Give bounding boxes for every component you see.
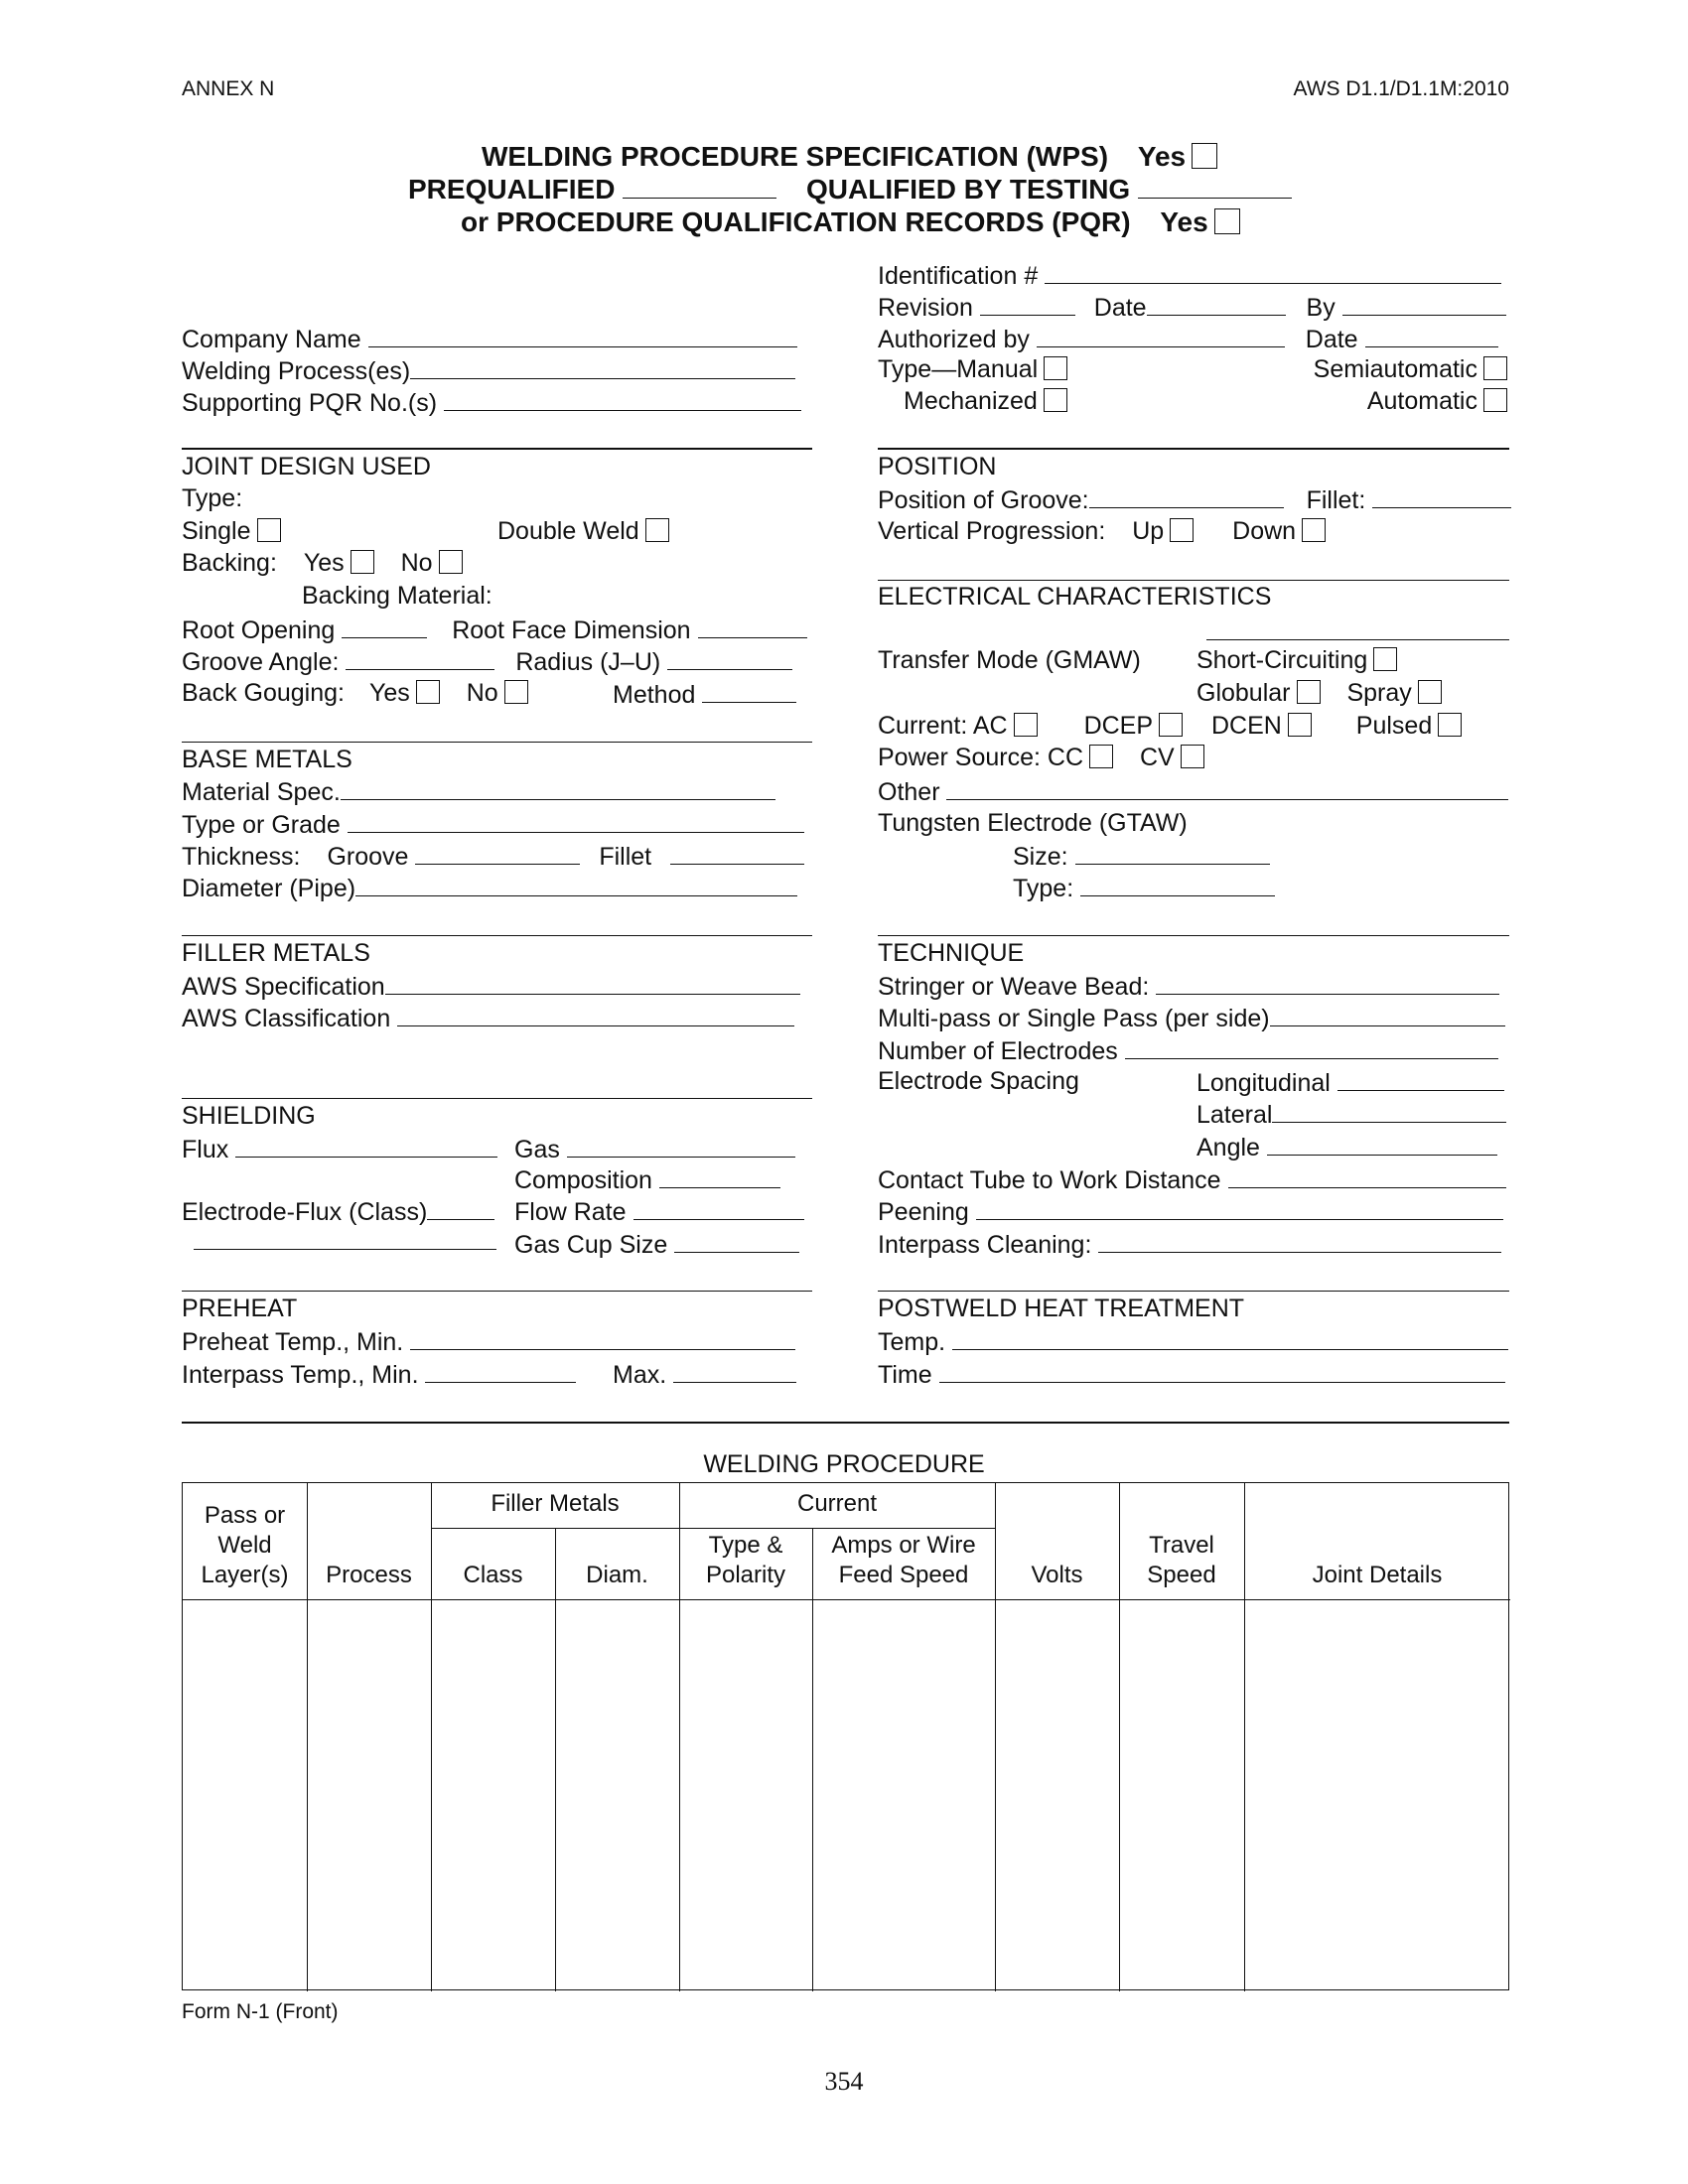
root-opening-field[interactable]: [342, 614, 427, 638]
lateral-field[interactable]: [1272, 1098, 1506, 1123]
filler-metals-header: Filler Metals: [491, 1490, 620, 1517]
table-body[interactable]: [183, 1600, 1510, 1989]
flow-rate-field[interactable]: [633, 1195, 804, 1220]
tungsten-size-row: Size:: [1013, 840, 1270, 872]
rule-shielding: [182, 1098, 812, 1099]
welding-process-row: Welding Process(es): [182, 354, 795, 386]
single-row: Single: [182, 516, 281, 546]
max-row: Max.: [613, 1358, 796, 1390]
form-number: Form N-1 (Front): [182, 2000, 339, 2023]
rule-base-metals: [182, 742, 812, 743]
composition-row: Composition: [514, 1163, 780, 1195]
tungsten-type-field[interactable]: [1080, 872, 1275, 896]
authorized-by-field[interactable]: [1037, 323, 1285, 347]
thickness-groove-field[interactable]: [415, 840, 580, 865]
tungsten-label: Tungsten Electrode (GTAW): [878, 809, 1188, 837]
aws-spec-row: AWS Specification: [182, 970, 800, 1002]
max-field[interactable]: [673, 1358, 796, 1383]
electrode-spacing-label: Electrode Spacing: [878, 1067, 1079, 1095]
single-checkbox[interactable]: [257, 518, 281, 542]
flow-rate-row: Flow Rate: [514, 1195, 804, 1227]
pulsed-checkbox[interactable]: [1438, 713, 1462, 737]
interpass-temp-field[interactable]: [425, 1358, 576, 1383]
other-row: Other: [878, 775, 1508, 807]
power-source-row: Power Source: CC CV: [878, 743, 1204, 772]
diameter-row: Diameter (Pipe): [182, 872, 797, 903]
aws-class-field[interactable]: [397, 1002, 794, 1026]
class-header: Class: [463, 1562, 523, 1588]
groove-angle-field[interactable]: [346, 645, 494, 670]
num-electrodes-row: Number of Electrodes: [878, 1034, 1498, 1066]
pwht-time-row: Time: [878, 1358, 1505, 1390]
position-fillet-field[interactable]: [1372, 483, 1511, 508]
joint-details-header: Joint Details: [1312, 1562, 1443, 1588]
company-name-row: Company Name: [182, 323, 797, 354]
joint-design-heading: JOINT DESIGN USED: [182, 453, 431, 480]
diameter-field[interactable]: [355, 872, 797, 896]
volts-header: Volts: [1031, 1562, 1083, 1588]
rule-electrical: [878, 580, 1509, 581]
preheat-temp-row: Preheat Temp., Min.: [182, 1325, 795, 1357]
revision-date-field[interactable]: [1147, 291, 1286, 316]
up-checkbox[interactable]: [1170, 518, 1194, 542]
annex-label: ANNEX N: [182, 77, 275, 100]
aws-spec-field[interactable]: [385, 970, 800, 995]
filler-metals-heading: FILLER METALS: [182, 939, 370, 967]
supporting-pqr-field[interactable]: [444, 386, 801, 411]
automatic-row: Automatic: [1367, 386, 1507, 416]
identification-row: Identification #: [878, 259, 1501, 291]
position-groove-row: Position of Groove: Fillet:: [878, 483, 1511, 515]
amps-header: Amps or Wire Feed Speed: [831, 1532, 976, 1588]
electrical-heading: ELECTRICAL CHARACTERISTICS: [878, 583, 1272, 611]
wps-yes-checkbox[interactable]: [1192, 143, 1217, 169]
pwht-temp-row: Temp.: [878, 1325, 1508, 1357]
rule-preheat: [182, 1291, 812, 1292]
electrical-blank-line[interactable]: [1206, 639, 1509, 640]
backing-material-label: Backing Material:: [302, 582, 492, 610]
title-line-1: WELDING PROCEDURE SPECIFICATION (WPS) Yes: [482, 141, 1217, 173]
subheader-divider: [431, 1528, 995, 1529]
backing-yes-checkbox[interactable]: [351, 550, 374, 574]
radius-field[interactable]: [667, 645, 792, 670]
semiautomatic-row: Semiautomatic: [1314, 354, 1507, 384]
method-row: Method: [613, 678, 796, 710]
preheat-temp-field[interactable]: [410, 1325, 795, 1350]
material-spec-row: Material Spec.: [182, 775, 775, 807]
type-manual-row: Type—Manual: [878, 354, 1067, 384]
manual-checkbox[interactable]: [1044, 356, 1067, 380]
current-row: Current: AC DCEP DCEN Pulsed: [878, 711, 1462, 741]
multipass-field[interactable]: [1270, 1002, 1505, 1026]
double-weld-checkbox[interactable]: [645, 518, 669, 542]
lateral-row: Lateral: [1196, 1098, 1506, 1130]
rule-welding-procedure: [182, 1422, 1509, 1424]
peening-field[interactable]: [976, 1195, 1503, 1220]
company-name-field[interactable]: [368, 323, 797, 347]
rule-technique: [878, 935, 1509, 936]
diam-header: Diam.: [586, 1562, 648, 1588]
authorized-date-field[interactable]: [1365, 323, 1498, 347]
stringer-field[interactable]: [1156, 970, 1499, 995]
groove-angle-row: Groove Angle: Radius (J–U): [182, 645, 792, 677]
gas-field[interactable]: [567, 1133, 795, 1158]
rule-filler-metals: [182, 935, 812, 936]
electrode-flux-extra-line[interactable]: [194, 1249, 496, 1250]
electrode-flux-field[interactable]: [427, 1195, 494, 1220]
base-metals-heading: BASE METALS: [182, 746, 352, 773]
backing-row: Backing: Yes No: [182, 548, 463, 578]
travel-speed-header: Travel Speed: [1147, 1532, 1216, 1588]
back-gouging-row: Back Gouging: Yes No: [182, 678, 528, 708]
supporting-pqr-row: Supporting PQR No.(s): [182, 386, 801, 418]
semiautomatic-checkbox[interactable]: [1483, 356, 1507, 380]
down-checkbox[interactable]: [1302, 518, 1326, 542]
thickness-fillet-field[interactable]: [670, 840, 804, 865]
longitudinal-row: Longitudinal: [1196, 1066, 1504, 1098]
identification-field[interactable]: [1045, 259, 1501, 284]
composition-field[interactable]: [659, 1163, 780, 1188]
spray-checkbox[interactable]: [1418, 680, 1442, 704]
position-groove-field[interactable]: [1089, 483, 1284, 508]
angle-row: Angle: [1196, 1131, 1497, 1162]
interpass-cleaning-field[interactable]: [1098, 1228, 1501, 1253]
gas-cup-row: Gas Cup Size: [514, 1228, 799, 1260]
multipass-row: Multi-pass or Single Pass (per side): [878, 1002, 1505, 1033]
dcen-checkbox[interactable]: [1288, 713, 1312, 737]
automatic-checkbox[interactable]: [1483, 388, 1507, 412]
contact-tube-field[interactable]: [1228, 1163, 1506, 1188]
title-line-2: PREQUALIFIED QUALIFIED BY TESTING: [408, 174, 1292, 205]
page-number: 354: [824, 2067, 864, 2096]
revision-field[interactable]: [980, 291, 1075, 316]
ac-checkbox[interactable]: [1014, 713, 1038, 737]
rule-joint-design: [182, 448, 812, 450]
flux-row: Flux: [182, 1133, 497, 1164]
mechanized-checkbox[interactable]: [1044, 388, 1067, 412]
root-face-field[interactable]: [698, 614, 807, 638]
num-electrodes-field[interactable]: [1125, 1034, 1498, 1059]
welding-procedure-title: WELDING PROCEDURE: [703, 1450, 985, 1478]
short-circuiting-checkbox[interactable]: [1373, 647, 1397, 671]
process-header: Process: [326, 1562, 412, 1588]
short-circuiting-row: Short-Circuiting: [1196, 645, 1397, 675]
dcep-checkbox[interactable]: [1159, 713, 1183, 737]
standard-label: AWS D1.1/D1.1M:2010: [1293, 77, 1509, 100]
gas-row: Gas: [514, 1133, 795, 1164]
joint-type-label: Type:: [182, 484, 243, 512]
welding-procedure-table: [182, 1482, 1509, 1990]
preheat-heading: PREHEAT: [182, 1295, 298, 1322]
tungsten-type-row: Type:: [1013, 872, 1275, 903]
welding-process-field[interactable]: [410, 354, 795, 379]
type-polarity-header: Type & Polarity: [705, 1532, 786, 1588]
title-line-3: or PROCEDURE QUALIFICATION RECORDS (PQR) Yes: [461, 206, 1240, 238]
thickness-row: Thickness: Groove Fillet: [182, 840, 804, 872]
peening-row: Peening: [878, 1195, 1503, 1227]
cv-checkbox[interactable]: [1181, 745, 1204, 768]
by-field[interactable]: [1342, 291, 1506, 316]
root-opening-row: Root Opening Root Face Dimension: [182, 614, 807, 645]
transfer-mode-label: Transfer Mode (GMAW): [878, 646, 1141, 674]
angle-field[interactable]: [1267, 1131, 1497, 1156]
revision-row: Revision Date By: [878, 291, 1506, 323]
material-spec-field[interactable]: [341, 775, 775, 800]
double-weld-row: Double Weld: [497, 516, 669, 546]
pwht-temp-field[interactable]: [952, 1325, 1508, 1350]
contact-tube-row: Contact Tube to Work Distance: [878, 1163, 1506, 1195]
prequalified-field[interactable]: [623, 174, 776, 199]
back-gouging-yes-checkbox[interactable]: [416, 680, 440, 704]
authorized-row: Authorized by Date: [878, 323, 1498, 354]
shielding-heading: SHIELDING: [182, 1102, 316, 1130]
vertical-progression-row: Vertical Progression: Up Down: [878, 516, 1326, 546]
pwht-time-field[interactable]: [939, 1358, 1505, 1383]
stringer-row: Stringer or Weave Bead:: [878, 970, 1499, 1002]
qualified-by-testing-field[interactable]: [1138, 174, 1292, 199]
mechanized-row: Mechanized: [904, 386, 1067, 416]
technique-heading: TECHNIQUE: [878, 939, 1025, 967]
cc-checkbox[interactable]: [1089, 745, 1113, 768]
tungsten-size-field[interactable]: [1075, 840, 1270, 865]
current-header: Current: [796, 1490, 878, 1517]
aws-class-row: AWS Classification: [182, 1002, 794, 1033]
pwht-heading: POSTWELD HEAT TREATMENT: [878, 1295, 1245, 1322]
other-field[interactable]: [946, 775, 1508, 800]
method-field[interactable]: [702, 678, 796, 703]
gas-cup-field[interactable]: [674, 1228, 799, 1253]
globular-checkbox[interactable]: [1297, 680, 1321, 704]
electrode-flux-row: Electrode-Flux (Class): [182, 1195, 494, 1227]
type-grade-field[interactable]: [348, 808, 804, 833]
back-gouging-no-checkbox[interactable]: [504, 680, 528, 704]
pqr-yes-checkbox[interactable]: [1214, 208, 1240, 234]
flux-field[interactable]: [235, 1133, 497, 1158]
rule-pwht: [878, 1291, 1509, 1292]
longitudinal-field[interactable]: [1337, 1066, 1504, 1091]
type-grade-row: Type or Grade: [182, 808, 804, 840]
pass-header: Pass or Weld Layer(s): [201, 1502, 289, 1588]
interpass-cleaning-row: Interpass Cleaning:: [878, 1228, 1501, 1260]
interpass-temp-row: Interpass Temp., Min.: [182, 1358, 576, 1390]
rule-position: [878, 448, 1509, 450]
position-heading: POSITION: [878, 453, 997, 480]
globular-spray-row: Globular Spray: [1196, 678, 1442, 708]
backing-no-checkbox[interactable]: [439, 550, 463, 574]
